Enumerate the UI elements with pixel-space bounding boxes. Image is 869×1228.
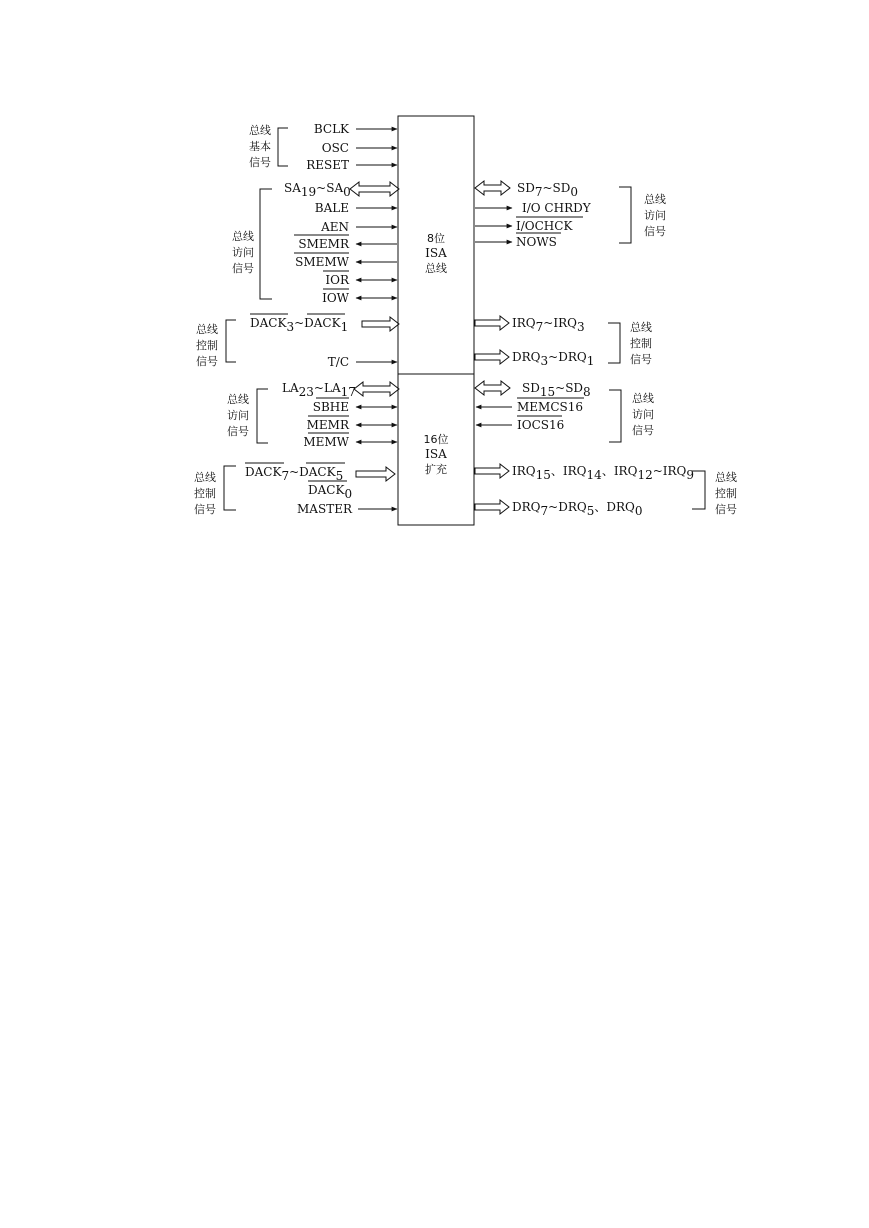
group-label-line: 控制 <box>630 337 652 350</box>
group-label-line: 信号 <box>715 503 737 516</box>
group-bracket <box>619 187 631 243</box>
group-label-line: 总线 <box>249 124 271 137</box>
signal-reset: RESET <box>306 158 349 172</box>
signal-bclk: BCLK <box>313 122 349 136</box>
group-label-line: 总线 <box>632 392 654 405</box>
group-label-line: 信号 <box>630 353 652 366</box>
right-group-access16 <box>609 390 654 442</box>
bidir-bus-arrow-sa <box>350 182 399 196</box>
left-group-access8 <box>232 189 272 299</box>
group-label-line: 信号 <box>644 225 666 238</box>
group-label-line: 基本 <box>249 140 271 153</box>
signal-osc: OSC <box>321 141 349 155</box>
left-group-access16 <box>227 389 268 443</box>
bidir-bus-arrow-la <box>354 382 399 396</box>
group-label-line: 信号 <box>232 262 254 275</box>
bidir-bus-arrow-sd16 <box>475 381 510 395</box>
block-16bit-line1: 16位 <box>423 433 449 446</box>
signal-memw: MEMW <box>303 435 349 449</box>
bus-arrow-irq-hi <box>475 464 509 478</box>
group-bracket <box>608 323 620 363</box>
group-bracket <box>260 189 272 299</box>
signal-la-range: LA23~LA17 <box>282 381 356 399</box>
left-group-control16 <box>194 466 236 516</box>
group-bracket <box>257 389 268 443</box>
group-label-line: 总线 <box>196 323 218 336</box>
group-label-line: 信号 <box>227 425 249 438</box>
signal-tc: T/C <box>327 355 349 369</box>
signal-ior: IOR <box>325 273 349 287</box>
signal-bale: BALE <box>314 201 349 215</box>
group-label-line: 控制 <box>194 487 216 500</box>
left-group-control8 <box>196 320 236 368</box>
bus-arrow-drq <box>475 350 509 364</box>
signal-sbhe: SBHE <box>312 400 349 414</box>
group-label-line: 总线 <box>194 471 216 484</box>
bus-arrow-dack <box>362 317 399 331</box>
bus-arrow-irq <box>475 316 509 330</box>
group-label-line: 总线 <box>630 321 652 334</box>
bus-arrow-dack75 <box>356 467 395 481</box>
signal-drq-hi: DRQ7~DRQ5、DRQ0 <box>512 500 643 518</box>
group-bracket <box>226 320 236 362</box>
group-label-line: 总线 <box>715 471 737 484</box>
left-group-basic <box>249 123 288 169</box>
right-group-control8 <box>608 320 652 366</box>
right-group-access8 <box>619 187 666 243</box>
block-8bit-line1: 8位 <box>427 232 445 245</box>
signal-iochck: I/OCHCK <box>516 219 573 233</box>
group-label-line: 信号 <box>194 503 216 516</box>
signal-sd7-0: SD7~SD0 <box>517 181 579 199</box>
group-label-line: 信号 <box>196 355 218 368</box>
group-label-line: 控制 <box>196 339 218 352</box>
group-label-line: 信号 <box>249 156 271 169</box>
signal-irq-hi: IRQ15、IRQ14、IRQ12~IRQ9 <box>512 464 695 482</box>
signal-aen: AEN <box>321 220 349 234</box>
signal-sa-range: SA19~SA0 <box>284 181 351 199</box>
bus-arrow-drq-hi <box>475 500 509 514</box>
group-label-line: 总线 <box>644 193 666 206</box>
group-bracket <box>609 390 621 442</box>
signal-sd15-8: SD15~SD8 <box>522 381 591 399</box>
group-label-line: 访问 <box>232 246 254 259</box>
signal-iow: IOW <box>322 291 349 305</box>
group-bracket <box>278 128 288 166</box>
group-bracket <box>224 466 236 510</box>
group-label-line: 信号 <box>632 424 654 437</box>
block-label-16bit <box>424 433 449 476</box>
block-16bit-line3: 扩充 <box>425 463 447 476</box>
signal-dack0: DACK0 <box>308 483 353 501</box>
signal-iocs16: IOCS16 <box>517 418 565 432</box>
signal-irq7-3: IRQ7~IRQ3 <box>512 316 585 334</box>
signal-smemr: SMEMR <box>298 237 349 251</box>
group-label-line: 访问 <box>644 209 666 222</box>
signal-nows: NOWS <box>516 235 557 249</box>
block-8bit-line2: ISA <box>425 246 447 260</box>
signal-memr: MEMR <box>306 418 349 432</box>
group-label-line: 总线 <box>232 230 254 243</box>
signal-master: MASTER <box>297 502 352 516</box>
group-label-line: 总线 <box>227 393 249 406</box>
block-label-8bit <box>425 232 447 275</box>
block-16bit-line2: ISA <box>425 447 447 461</box>
right-group-control16 <box>692 470 737 516</box>
block-8bit-line3: 总线 <box>425 262 447 275</box>
group-label-line: 访问 <box>227 409 249 422</box>
signal-dack7-5: DACK7~DACK5 <box>245 465 344 483</box>
signal-memcs16: MEMCS16 <box>517 400 584 414</box>
bidir-bus-arrow-sd <box>475 181 510 195</box>
signal-iochrdy: I/O CHRDY <box>522 201 591 215</box>
signal-smemw: SMEMW <box>295 255 349 269</box>
group-label-line: 访问 <box>632 408 654 421</box>
signal-drq3-1: DRQ3~DRQ1 <box>512 350 595 368</box>
group-label-line: 控制 <box>715 487 737 500</box>
signal-dack3-1: DACK3~DACK1 <box>250 316 349 334</box>
